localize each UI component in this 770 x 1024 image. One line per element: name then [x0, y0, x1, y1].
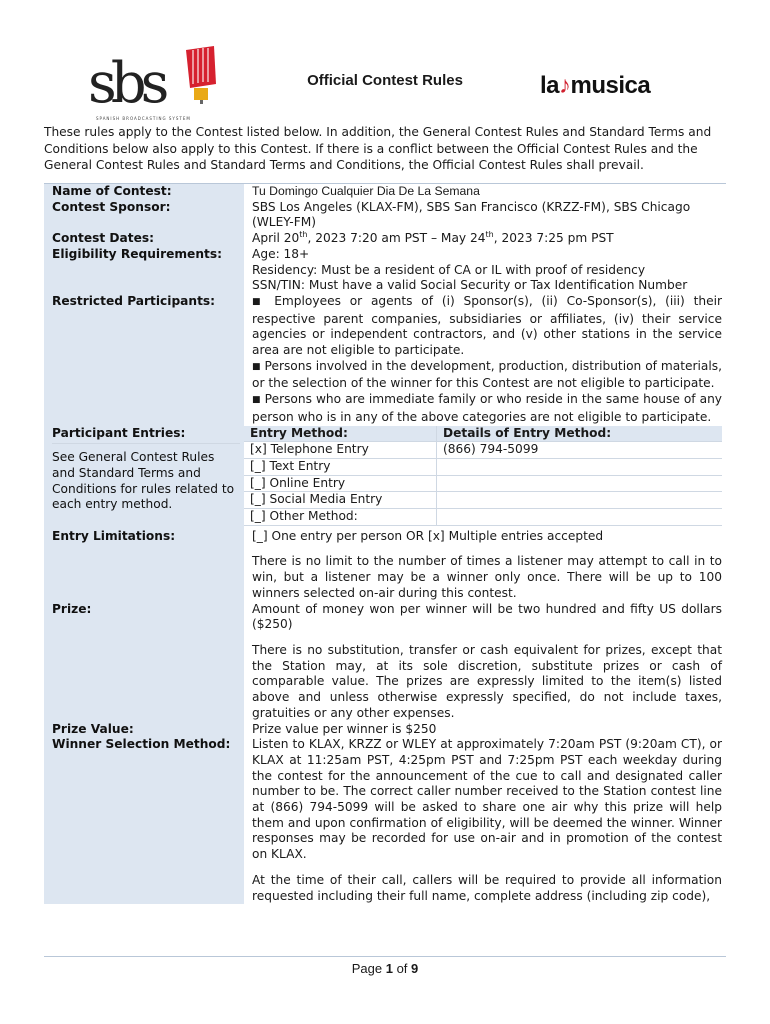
restricted-item	[252, 359, 722, 392]
table-bottom-border	[44, 956, 726, 957]
table-row	[244, 492, 722, 509]
restricted-value	[244, 294, 726, 426]
entry-method-header: Entry Method:	[244, 426, 437, 442]
table-row	[244, 509, 722, 526]
page-number: 1	[385, 961, 393, 976]
prize-value-text: Prize value per winner is $250	[252, 721, 437, 736]
entry-method: [_] Other Method:	[244, 509, 437, 526]
table-row	[244, 442, 722, 459]
prize-label: Prize:	[44, 602, 244, 722]
page-word: Page	[351, 961, 383, 976]
restricted-text-2: Persons involved in the development, production, distribution of materials, or the selection of the winner for this Contest are not eligible to participate.	[252, 358, 722, 391]
entry-details-header: Details of Entry Method:	[437, 426, 723, 442]
eligibility-value	[244, 247, 726, 294]
lamusica-logo-pre: la	[540, 72, 560, 99]
eligibility-label: Eligibility Requirements:	[44, 247, 244, 294]
restricted-item	[252, 392, 722, 425]
sbs-logo-subtitle: SPANISH BROADCASTING SYSTEM	[96, 116, 191, 121]
rules-table	[44, 183, 726, 904]
dates-sup2: th	[485, 230, 494, 240]
page-header	[0, 0, 770, 122]
intro-text: These rules apply to the Contest listed below. In addition, the General Contest Rules and Standard Terms and Conditions below also apply to this Contest. If there is a conflict between the Official Contest Rules and the General Contest Rules and Standard Terms and Conditions, the Official Contest Rules shall prevail.	[44, 125, 712, 172]
square-bullet-icon: ■	[252, 296, 266, 307]
contest-sponsor-label: Contest Sponsor:	[44, 200, 244, 231]
entry-methods-table	[244, 426, 722, 526]
winner-text-2: At the time of their call, callers will be required to provide all information requested including their full name, complete address (including zip code),	[252, 872, 722, 903]
entries-value	[244, 426, 726, 526]
prize-value-label: Prize Value:	[44, 722, 244, 738]
contest-name-label: Name of Contest:	[44, 184, 244, 200]
limitations-text: There is no limit to the number of times a listener may attempt to call in to win, but a listener may be a winner only once. There will be up to 100 winners selected on-air during this contest.	[252, 554, 722, 600]
restricted-text-3: Persons who are immediate family or who reside in the same house of any person who is in any of the above categories are not eligible to participate.	[252, 392, 723, 424]
entry-method: [_] Online Entry	[244, 475, 437, 492]
contest-name-value: Tu Domingo Cualquier Dia De La Semana	[252, 184, 480, 198]
entry-details: (866) 794-5099	[437, 442, 723, 459]
entry-method: [_] Text Entry	[244, 458, 437, 475]
restricted-item	[252, 294, 722, 359]
entry-details	[437, 458, 723, 475]
dates-part1: April 20	[252, 231, 300, 246]
square-bullet-icon: ■	[252, 361, 261, 372]
winner-text-1: Listen to KLAX, KRZZ or WLEY at approximately 7:20am PST (9:20am CT), or KLAX at 11:25am PST, 4:25pm PST and 7:25pm PST each weekday during the contest for the announcement of the cue to call and designated caller number to be. The correct caller number received to the Station contest line at (866) 794-5099 will be asked to share one air why this prize will help them and upon confirmation of eligibility, will be deemed the winner. Winner responses may be recorded for use on-air and in promotion of the contest on KLAX.	[252, 737, 722, 862]
music-note-icon: ♪	[559, 72, 571, 99]
entries-label	[44, 426, 244, 526]
restricted-label: Restricted Participants:	[44, 294, 244, 426]
sbs-logo-text: sbs	[88, 51, 164, 116]
entries-label-text: Participant Entries:	[52, 426, 240, 445]
eligibility-residency: Residency: Must be a resident of CA or IL with proof of residency	[252, 262, 646, 277]
eligibility-ssn: SSN/TIN: Must have a valid Social Security or Tax Identification Number	[252, 278, 688, 293]
restricted-text-1: Employees or agents of (i) Sponsor(s), (ii) Co-Sponsor(s), (iii) their respective parent companies, subsidiaries or affiliates, (iv) their service agencies or independent contractors, and (v) other stations in the service area are not eligible to participate.	[252, 293, 722, 358]
square-bullet-icon: ■	[252, 395, 261, 406]
eligibility-age: Age: 18+	[252, 246, 310, 261]
prize-text-1: Amount of money won per winner will be two hundred and fifty US dollars ($250)	[252, 601, 722, 632]
dates-sup1: th	[299, 230, 308, 240]
entries-note: See General Contest Rules and Standard Terms and Conditions for rules related to each entry method.	[52, 450, 235, 512]
contest-dates-value	[244, 231, 726, 247]
entry-method: [_] Social Media Entry	[244, 492, 437, 509]
contest-sponsor-value: SBS Los Angeles (KLAX-FM), SBS San Francisco (KRZZ-FM), SBS Chicago (WLEY-FM)	[252, 199, 691, 230]
winner-selection-value	[244, 737, 726, 904]
entry-details	[437, 509, 723, 526]
dates-part3: , 2023 7:25 pm PST	[493, 231, 614, 246]
prize-value	[244, 602, 726, 722]
page-title: Official Contest Rules	[307, 72, 463, 89]
intro-paragraph	[44, 124, 728, 174]
page-total: 9	[411, 961, 419, 976]
limitations-label: Entry Limitations:	[44, 526, 244, 602]
entry-method: [x] Telephone Entry	[244, 442, 437, 459]
winner-selection-label: Winner Selection Method:	[44, 737, 244, 904]
of-word: of	[396, 961, 408, 976]
prize-text-2: There is no substitution, transfer or cash equivalent for prizes, except that the Station may, at its sole discretion, substitute prizes or cash of comparable value. The prizes are expressly limited to the item(s) listed above and unless otherwise expressly specified, do not include taxes, gratuities or any other expenses.	[252, 642, 722, 720]
page-footer	[0, 961, 770, 976]
entry-details	[437, 492, 723, 509]
table-row	[244, 475, 722, 492]
entry-details	[437, 475, 723, 492]
table-row	[244, 458, 722, 475]
limitations-value	[244, 526, 726, 602]
dates-part2: , 2023 7:20 am PST – May 24	[307, 231, 486, 246]
contest-dates-label: Contest Dates:	[44, 231, 244, 247]
lamusica-logo-post: musica	[570, 72, 651, 99]
limitations-choice: [_] One entry per person OR [x] Multiple entries accepted	[252, 528, 604, 543]
lamusica-logo	[540, 72, 650, 100]
